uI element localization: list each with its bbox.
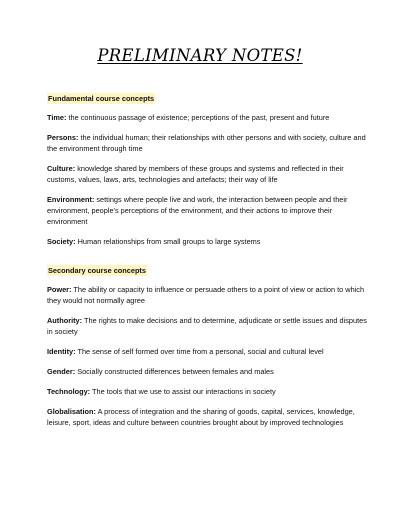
concept-entry-society bbox=[47, 236, 369, 247]
concept-entry-technology bbox=[47, 386, 369, 397]
concept-entry-authority bbox=[47, 315, 369, 337]
concept-term: Identity: bbox=[47, 347, 76, 356]
section-secondary bbox=[47, 265, 369, 428]
concept-definition: The sense of self formed over time from a personal, social and cultural level bbox=[75, 347, 324, 356]
concept-definition: Human relationships from small groups to large systems bbox=[75, 237, 261, 246]
section-fundamental bbox=[47, 93, 369, 247]
section-heading: Secondary course concepts bbox=[48, 266, 146, 275]
concept-entry-culture bbox=[47, 163, 369, 185]
concept-term: Time: bbox=[47, 113, 67, 122]
notes-body bbox=[47, 93, 369, 437]
concept-definition: knowledge shared by members of these groups and systems and reflected in their customs, values, laws, arts, technologies and artefacts; their way of life bbox=[47, 164, 344, 184]
concept-entry-identity bbox=[47, 346, 369, 357]
concept-entry-globalisation bbox=[47, 406, 369, 428]
concept-entry-gender bbox=[47, 366, 369, 377]
concept-term: Gender: bbox=[47, 367, 76, 376]
concept-term: Technology: bbox=[47, 387, 91, 396]
concept-definition: The rights to make decisions and to determine, adjudicate or settle issues and disputes in society bbox=[47, 316, 367, 336]
concept-definition: A process of integration and the sharing of goods, capital, services, knowledge, leisure, sport, ideas and culture between countries brought about by improved technologies bbox=[47, 407, 355, 427]
concept-definition: The ability or capacity to influence or persuade others to a point of view or action to which they would not normally agree bbox=[47, 285, 365, 305]
concept-term: Authority: bbox=[47, 316, 83, 325]
concept-term: Globalisation: bbox=[47, 407, 96, 416]
concept-term: Persons: bbox=[47, 133, 79, 142]
concept-term: Society: bbox=[47, 237, 76, 246]
concept-definition: The tools that we use to assist our interactions in society bbox=[90, 387, 276, 396]
concept-definition: the continuous passage of existence; perceptions of the past, present and future bbox=[66, 113, 330, 122]
section-heading: Fundamental course concepts bbox=[48, 94, 155, 103]
concept-definition: the individual human; their relationships with other persons and with society, culture and the environment through time bbox=[47, 133, 366, 153]
concept-entry-power bbox=[47, 284, 369, 306]
concept-definition: settings where people live and work, the interaction between people and their environment, people's perceptions of the environment, and their actions to improve their environment bbox=[47, 195, 348, 226]
concept-entry-time bbox=[47, 112, 369, 123]
concept-entry-environment bbox=[47, 194, 369, 227]
concept-term: Power: bbox=[47, 285, 72, 294]
section-spacer bbox=[47, 256, 369, 265]
concept-term: Culture: bbox=[47, 164, 76, 173]
concept-term: Environment: bbox=[47, 195, 95, 204]
page-title: PRELIMINARY NOTES! bbox=[97, 46, 303, 65]
concept-entry-persons bbox=[47, 132, 369, 154]
concept-definition: Socially constructed differences between females and males bbox=[75, 367, 274, 376]
